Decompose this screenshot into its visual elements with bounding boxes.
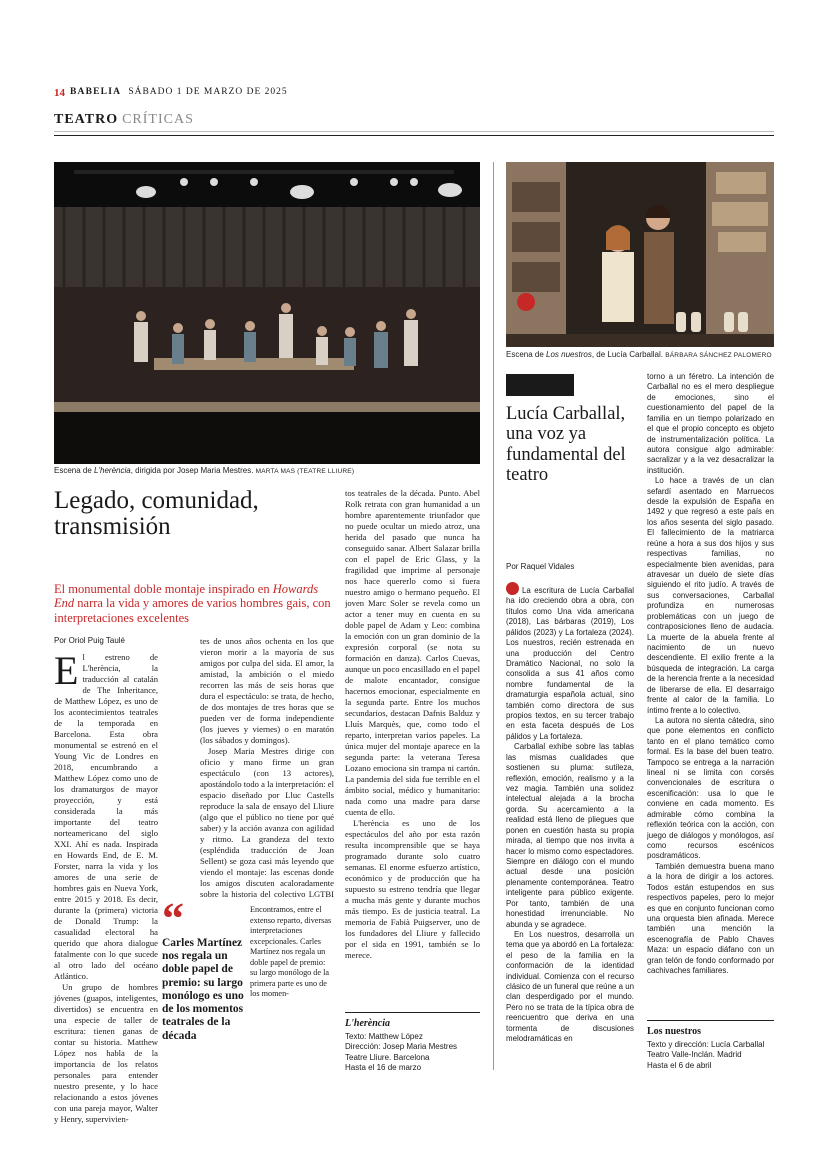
caption-text-pre: Escena de xyxy=(54,466,95,475)
photo-los-nuestros xyxy=(506,162,774,347)
article1-paragraph: Josep Maria Mestres dirige con oficio y mano firme un gran espectáculo (con 13 actores), apostándolo todo a la interpretación: el espacio diseñado por Lluc Castells reproduce la sala de ensayo del Lliure (algo que el público no tiene por qué saber) y la acción avanza con agilidad y ritmo. La grandeza del texto (espléndida traducción de Joan Sellent) se goza casi más leyendo que viendo el montaje: las escenas donde los amigos discuten acaloradamente sobre la historia del colectivo LGTBI xyxy=(200,746,334,899)
article1-paragraph: tos teatrales de la década. Punto. Abel Rolk retrata con gran humanidad a un hombre aparentemente triunfador que no puede ocultar un miedo atroz, una herida del pasado que nunca ha conseguido sanar. Albert Salazar brilla con el papel de Eric Glass, y la fragilidad que imprime al personaje nos hace quererlo como si fuera nuestro amigo o hermano pequeño. El joven Marc Soler se revela como un actor a tener muy en cuenta en su doble papel de Adam y Leo: combina la emoción con un gran dominio de la expresión corporal (se nota su formación en danza). Carlos Cuevas, aunque un poco encasillado en el papel de malote encantador, consigue hacernos emocionar, especialmente en la segunda parte. Entre los muchos secundarios, destacan Dafnis Balduz y Lluís Marquès, que, como todo el reparto, interpretan varios papeles. La única mujer del montaje aparece en la segunda parte: la veterana Teresa Lozano emociona sin trampa ni cartón. La pandemia del sida fue terrible en el ámbito social, médico y humanitario: nada como una madre para darse cuenta de ello. xyxy=(345,488,480,817)
header-rule xyxy=(54,131,774,132)
quote-mark-icon: “ xyxy=(162,894,184,943)
section-title: TEATRO xyxy=(54,112,119,127)
headline-carballal: Lucía Carballal, una voz ya fundamental del teatro xyxy=(506,404,626,486)
article1-column-3 xyxy=(345,488,480,1008)
subhead-pre: El monumental doble montaje inspirado en xyxy=(54,582,273,596)
infobox2-line: Teatro Valle-Inclán. Madrid xyxy=(647,1050,742,1060)
article2-paragraph: La escritura de Lucía Carballal ha ido creciendo obra a obra, con títulos como Una vida americana (2018), Las bárbaras (2019), Los pálidos (2023) y La fortaleza (2024). Los nuestros, recién estrenada en una producción del Centro Dramático Nacional, no solo la consolida a sus 41 años como nombre fundamental de la dramaturgia española actual, sino también como directora de sus propios textos, en su tercer trabajo en esta faceta después de Los pálidos y La fortaleza. xyxy=(506,586,634,741)
infobox-line: Hasta el 16 de marzo xyxy=(345,1063,422,1073)
column-divider xyxy=(493,162,494,1070)
article2-paragraph: torno a un féretro. La intención de Carballal no es el mero despliegue de emociones, sino el cuestionamiento del papel de la familia en un tiempo polarizado en el que el propio concepto es objeto de instrumentalización política. La autora consigue algo admirable: sacralizar y a la vez desacralizar la institución. xyxy=(647,372,774,475)
infobox2-line: Texto y dirección: Lucía Carballal xyxy=(647,1040,765,1049)
article2-paragraph: La autora no sienta cátedra, sino que pone elementos en conflicto tanto en el plano temático como formal. Es la base del buen teatro. Tampoco se entrega a la narración lineal ni se limita con corsés convencionales de escritura o escenificación: usa lo que le conviene en cada momento. Es admirable cómo combina la reflexión teórica con la acción, con juego de diálogos y monólogos, así como recursos escénicos posdramáticos. xyxy=(647,715,774,861)
pullquote-text: Carles Martínez nos regala un doble papel de premio: su largo monólogo es uno de los momentos teatrales de la década xyxy=(162,937,244,1042)
infobox-line: Texto: Matthew López xyxy=(345,1032,423,1041)
article-start-dot-icon xyxy=(506,582,519,595)
subhead-italic: Howards End xyxy=(54,582,319,611)
article2-tag-block xyxy=(506,374,574,396)
caption-work-title: L'herència xyxy=(94,466,131,475)
subheadline-lherencia xyxy=(54,582,334,625)
issue-date: SÁBADO 1 DE MARZO DE 2025 xyxy=(128,87,288,97)
infobox2-line: Hasta el 6 de abril xyxy=(647,1060,712,1070)
article2-paragraph: Lo hace a través de un clan sefardí asentado en Marruecos desde la expulsión de España en 1492 y que regresó a este país en los años sesenta del siglo pasado. El fallecimiento de la matriarca reúne a hora a sus dos hijos y sus respectivas familias, no especialmente bien avenidas, para atravesar un duelo de siete días siguiendo el rito judío. A través de sus conversaciones, Carballal profundiza en numerosas problemáticas con un juego de contraposiciones lleno de audacia. La muerte de la abuela frente al nacimiento de un nuevo descendiente. El exilio frente a la búsqueda de integración. La carga de la herencia frente a la necesidad de liberarse de ella. El desarraigo frente al calor de la familia. Lo íntimo frente a lo colectivo. xyxy=(647,476,774,715)
headline-lherencia: Legado, comunidad, transmisión xyxy=(54,487,259,541)
infobox-line: Dirección: Josep Maria Mestres xyxy=(345,1042,458,1052)
section-label xyxy=(54,112,194,128)
article1-column-1 xyxy=(54,648,158,1125)
caption2-text-pre: Escena de xyxy=(506,350,547,359)
byline-carballal: Por Raquel Vidales xyxy=(506,562,575,571)
photo2-credit: BÁRBARA SÁNCHEZ PALOMERO xyxy=(665,352,772,359)
infobox2-title: Los nuestros xyxy=(647,1026,701,1037)
caption2-text-post: , de Lucía Carballal. xyxy=(591,350,663,359)
article1-column-2 xyxy=(200,636,334,901)
drop-cap: E xyxy=(54,648,79,693)
section-rule xyxy=(54,135,774,136)
subsection-title: CRÍTICAS xyxy=(122,112,194,127)
page-number: 14 xyxy=(54,87,65,99)
article2-paragraph: Carballal exhibe sobre las tablas las mismas cualidades que sostienen su pluma: sutileza, reflexión, emoción, realismo y a la vez magia. También una solidez intelectual alejada a la brocha gorda. Su acercamiento a la realidad está lleno de pliegues que ponen en cuestión hasta su propia mirada, al tiempo que nos invita a hacer lo mismo como espectadores. Siempre en diálogo con el mundo actual desde una posición plenamente contemporánea. Teatro inteligente para público exigente. Por tanto, también de una honestidad irrenunciable. No abunda y se agradece. xyxy=(506,742,634,929)
caption2-work-title: Los nuestros xyxy=(546,350,592,359)
article1-paragraph: L'herència es uno de los espectáculos del año por esta razón resulta incomprensible que se haya programado durante solo cuatro semanas. El enorme esfuerzo artístico, económico y de producción que ha supuesto su estreno tendría que llegar a mucha más gente y durante muchos más tiempo. Es de justicia teatral. La memoria de Fabià Puigserver, uno de los fundadores del Lliure y fallecido por el sida en 1991, también se lo merece. xyxy=(345,818,480,960)
publication-name: BABELIA xyxy=(70,87,122,97)
infobox-line: Teatre Lliure. Barcelona xyxy=(345,1052,430,1062)
running-header xyxy=(70,87,288,97)
article2-column-1 xyxy=(506,582,634,1067)
article1-paragraph: tes de unos años ochenta en los que vieron morir a la mayoría de sus amigos por culpa del sida. El amor, la amistad, la ambición o el miedo recorren las más de seis horas que dura el espectáculo: se trata, de hecho, de dos montajes de tres horas que se pueden ver de forma independiente (los jueves y viernes) o en maratón (los sábados y domingos). xyxy=(200,636,334,745)
infobox-title: L'herència xyxy=(345,1018,390,1029)
article2-paragraph: También demuestra buena mano a la hora de dirigir a los actores. Todos están estupendos en sus respectivos papeles, pero lo mejor es que en conjunto funcionan como una orquesta bien afinada. Merece también una mención la escenografía de Pablo Chaves Maza: un espacio diáfano con un gran telón de fondo conformado por cachivaches familiares. xyxy=(647,861,774,976)
article2-column-2 xyxy=(647,372,774,1012)
infobox-los-nuestros xyxy=(647,1020,774,1071)
article1-paragraph: l estreno de L'herència, la traducción al catalán de The Inheritance, de Matthew López, es uno de los acontecimientos teatrales de la temporada en Barcelona. Esta obra monumental se estrenó en el Young Vic de Londres en 2018, encumbrando a Matthew López como uno de los dramaturgos de mayor proyección, y está considerada la más importante del teatro norteamericano del siglo XXI. Ahí es nada. Inspirada en Howards End, de E. M. Forster, narra la vida y los amores de una serie de hombres gais en Nueva York, entre 2015 y 2018. Es decir, durante la (primera) victoria de Donald Trump: la casualidad electoral ha querido que ahora dialogue fatalmente con lo que sucede al otro lado del océano Atlántico. xyxy=(54,652,158,981)
photo-caption-los-nuestros xyxy=(506,350,774,360)
subhead-post: narra la vida y amores de varios hombres gais, con interpretaciones excelentes xyxy=(54,596,331,625)
article1-paragraph-cont: Encontramos, entre el extenso reparto, diversas interpretaciones excepcionales. Carles Martínez nos regala un doble papel de premio: su largo monólogo de la primera parte es uno de los momen- xyxy=(250,905,332,998)
photo-lherencia xyxy=(54,162,480,464)
infobox-lherencia xyxy=(345,1012,480,1074)
byline-lherencia: Por Oriol Puig Taulé xyxy=(54,636,125,645)
article1-paragraph: Un grupo de hombres jóvenes (guapos, inteligentes, divertidos) se encuentra en una especie de taller de escritura: tienen ganas de contar su historia. Matthew López nos habla de la importancia de los relatos personales para entender nuestro presente, y lo hace relacionando a estos jóvenes con una pareja mayor, Walter y Henry, supervivien- xyxy=(54,982,158,1124)
photo-caption-lherencia xyxy=(54,466,480,476)
article1-column-2-tail xyxy=(250,905,334,1065)
photo-credit: MARTA MAS (TEATRE LLIURE) xyxy=(255,468,355,475)
caption-text-post: , dirigida por Josep Maria Mestres. xyxy=(130,466,254,475)
pullquote xyxy=(162,894,246,1043)
article2-paragraph: En Los nuestros, desarrolla un tema que ya abordó en La fortaleza: el peso de la familia en la conformación de la identidad individual. Comienza con el recurso clásico de un funeral que reúne a un clan desperdigado por el mundo. Pero no se trata de la típica obra de reencuentro que deriva en una tormenta de discusiones melodramáticas en xyxy=(506,929,634,1044)
